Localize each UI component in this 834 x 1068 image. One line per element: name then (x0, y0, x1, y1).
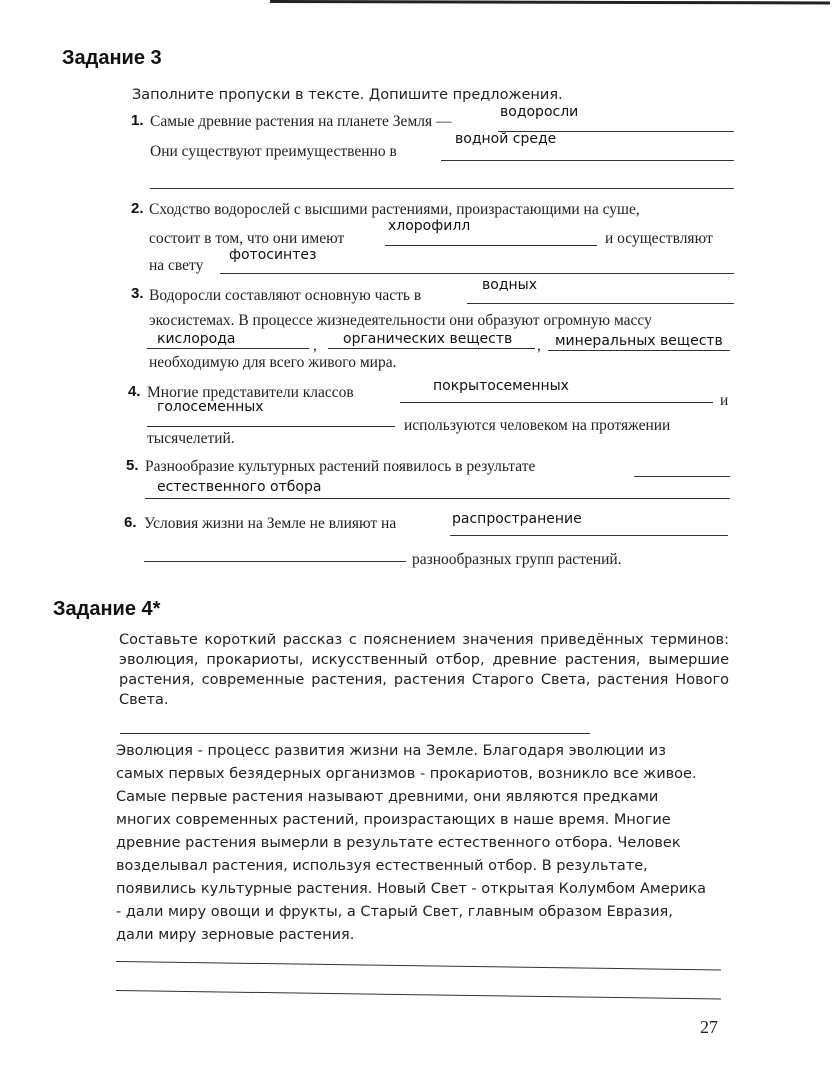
answer-line (450, 535, 728, 536)
item-text: Сходство водорослей с высшими растениями, произрастающими на суше, (149, 201, 640, 218)
answer-field[interactable]: кислорода (157, 331, 236, 347)
answer-field[interactable]: органических веществ (343, 331, 513, 347)
item-text: и (720, 392, 729, 409)
task4-instruction: Составьте короткий рассказ с пояснением значения приведённых терминов: эволюция, прокариоты, искусственный отбор, древние растения, вымершие растения, современные растения, растения Старого Света, растения Нового Света. (119, 632, 729, 708)
item-number: 2. (131, 200, 144, 217)
task4-title: Задание 4* (53, 598, 161, 620)
answer-field[interactable]: голосеменных (157, 399, 264, 415)
task3-title: Задание 3 (62, 47, 162, 69)
answer-line (328, 348, 535, 349)
answer-line (120, 733, 590, 734)
answer-line (467, 303, 734, 304)
essay-answer[interactable] (116, 740, 756, 947)
item-number: 4. (128, 383, 141, 400)
answer-field[interactable]: водной среде (455, 131, 557, 147)
answer-line (634, 476, 730, 477)
answer-field[interactable]: распространение (452, 511, 582, 527)
item-text: необходимую для всего живого мира. (149, 354, 397, 371)
comma: , (537, 337, 541, 354)
answer-line (220, 273, 734, 274)
item-text: экосистемах. В процессе жизнедеятельности они образуют огромную массу (149, 312, 652, 329)
answer-line (548, 350, 730, 351)
answer-line (147, 348, 309, 349)
item-text: Условия жизни на Земле не влияют на (144, 515, 397, 532)
item-text: Многие представители классов (147, 384, 354, 401)
comma: , (313, 337, 317, 354)
answer-field[interactable]: водных (482, 277, 537, 293)
answer-line (400, 402, 713, 403)
answer-line (147, 426, 395, 427)
item-text: разнообразных групп растений. (412, 551, 622, 568)
answer-line (385, 245, 597, 246)
page-number: 27 (700, 1017, 718, 1037)
answer-line (116, 961, 721, 970)
answer-field[interactable]: водоросли (500, 104, 579, 120)
item-number: 6. (124, 514, 137, 531)
answer-line (116, 990, 721, 999)
item-text: и осуществляют (605, 230, 713, 247)
essay-line: древние растения вымерли в результате естественного отбора. Человек (116, 835, 681, 851)
item-number: 3. (131, 285, 144, 302)
essay-line: Самые первые растения называют древними, они являются предками (116, 789, 659, 805)
essay-line: многих современных растений, произрастающих в наше время. Многие (116, 812, 671, 828)
essay-line: появились культурные растения. Новый Свет - открытая Колумбом Америка (116, 881, 707, 897)
item-text: Водоросли составляют основную часть в (149, 287, 422, 304)
essay-line: Эволюция - процесс развития жизни на Земле. Благодаря эволюции из (116, 743, 666, 759)
task3-instruction: Заполните пропуски в тексте. Допишите предложения. (132, 87, 563, 103)
item-text: используются человеком на протяжении (404, 417, 671, 434)
item-text: на свету (149, 257, 204, 274)
answer-field[interactable]: покрытосеменных (433, 378, 569, 394)
essay-line: возделывал растения, используя естественный отбор. В результате, (116, 858, 648, 874)
essay-line: - дали миру овощи и фрукты, а Старый Свет, главным образом Евразия, (116, 904, 673, 920)
answer-field[interactable]: фотосинтез (229, 247, 317, 263)
page-top-rule (270, 0, 830, 4)
answer-field[interactable]: хлорофилл (388, 218, 471, 234)
item-text: состоит в том, что они имеют (149, 230, 345, 247)
item-number: 5. (126, 457, 139, 474)
answer-line (441, 160, 734, 161)
item-text: Они существуют преимущественно в (150, 143, 397, 160)
answer-field[interactable]: естественного отбора (157, 479, 322, 495)
item-text: Разнообразие культурных растений появилось в результате (145, 458, 536, 475)
item-number: 1. (131, 112, 144, 129)
item-text: Самые древние растения на планете Земля — (150, 113, 452, 130)
answer-field[interactable]: минеральных веществ (555, 333, 723, 349)
answer-line (144, 561, 406, 562)
answer-line (145, 498, 730, 499)
item-text: тысячелетий. (147, 430, 235, 447)
answer-line (150, 188, 734, 189)
essay-line: самых первых безядерных организмов - прокариотов, возникло все живое. (116, 766, 697, 782)
essay-line: дали миру зерновые растения. (116, 927, 355, 943)
